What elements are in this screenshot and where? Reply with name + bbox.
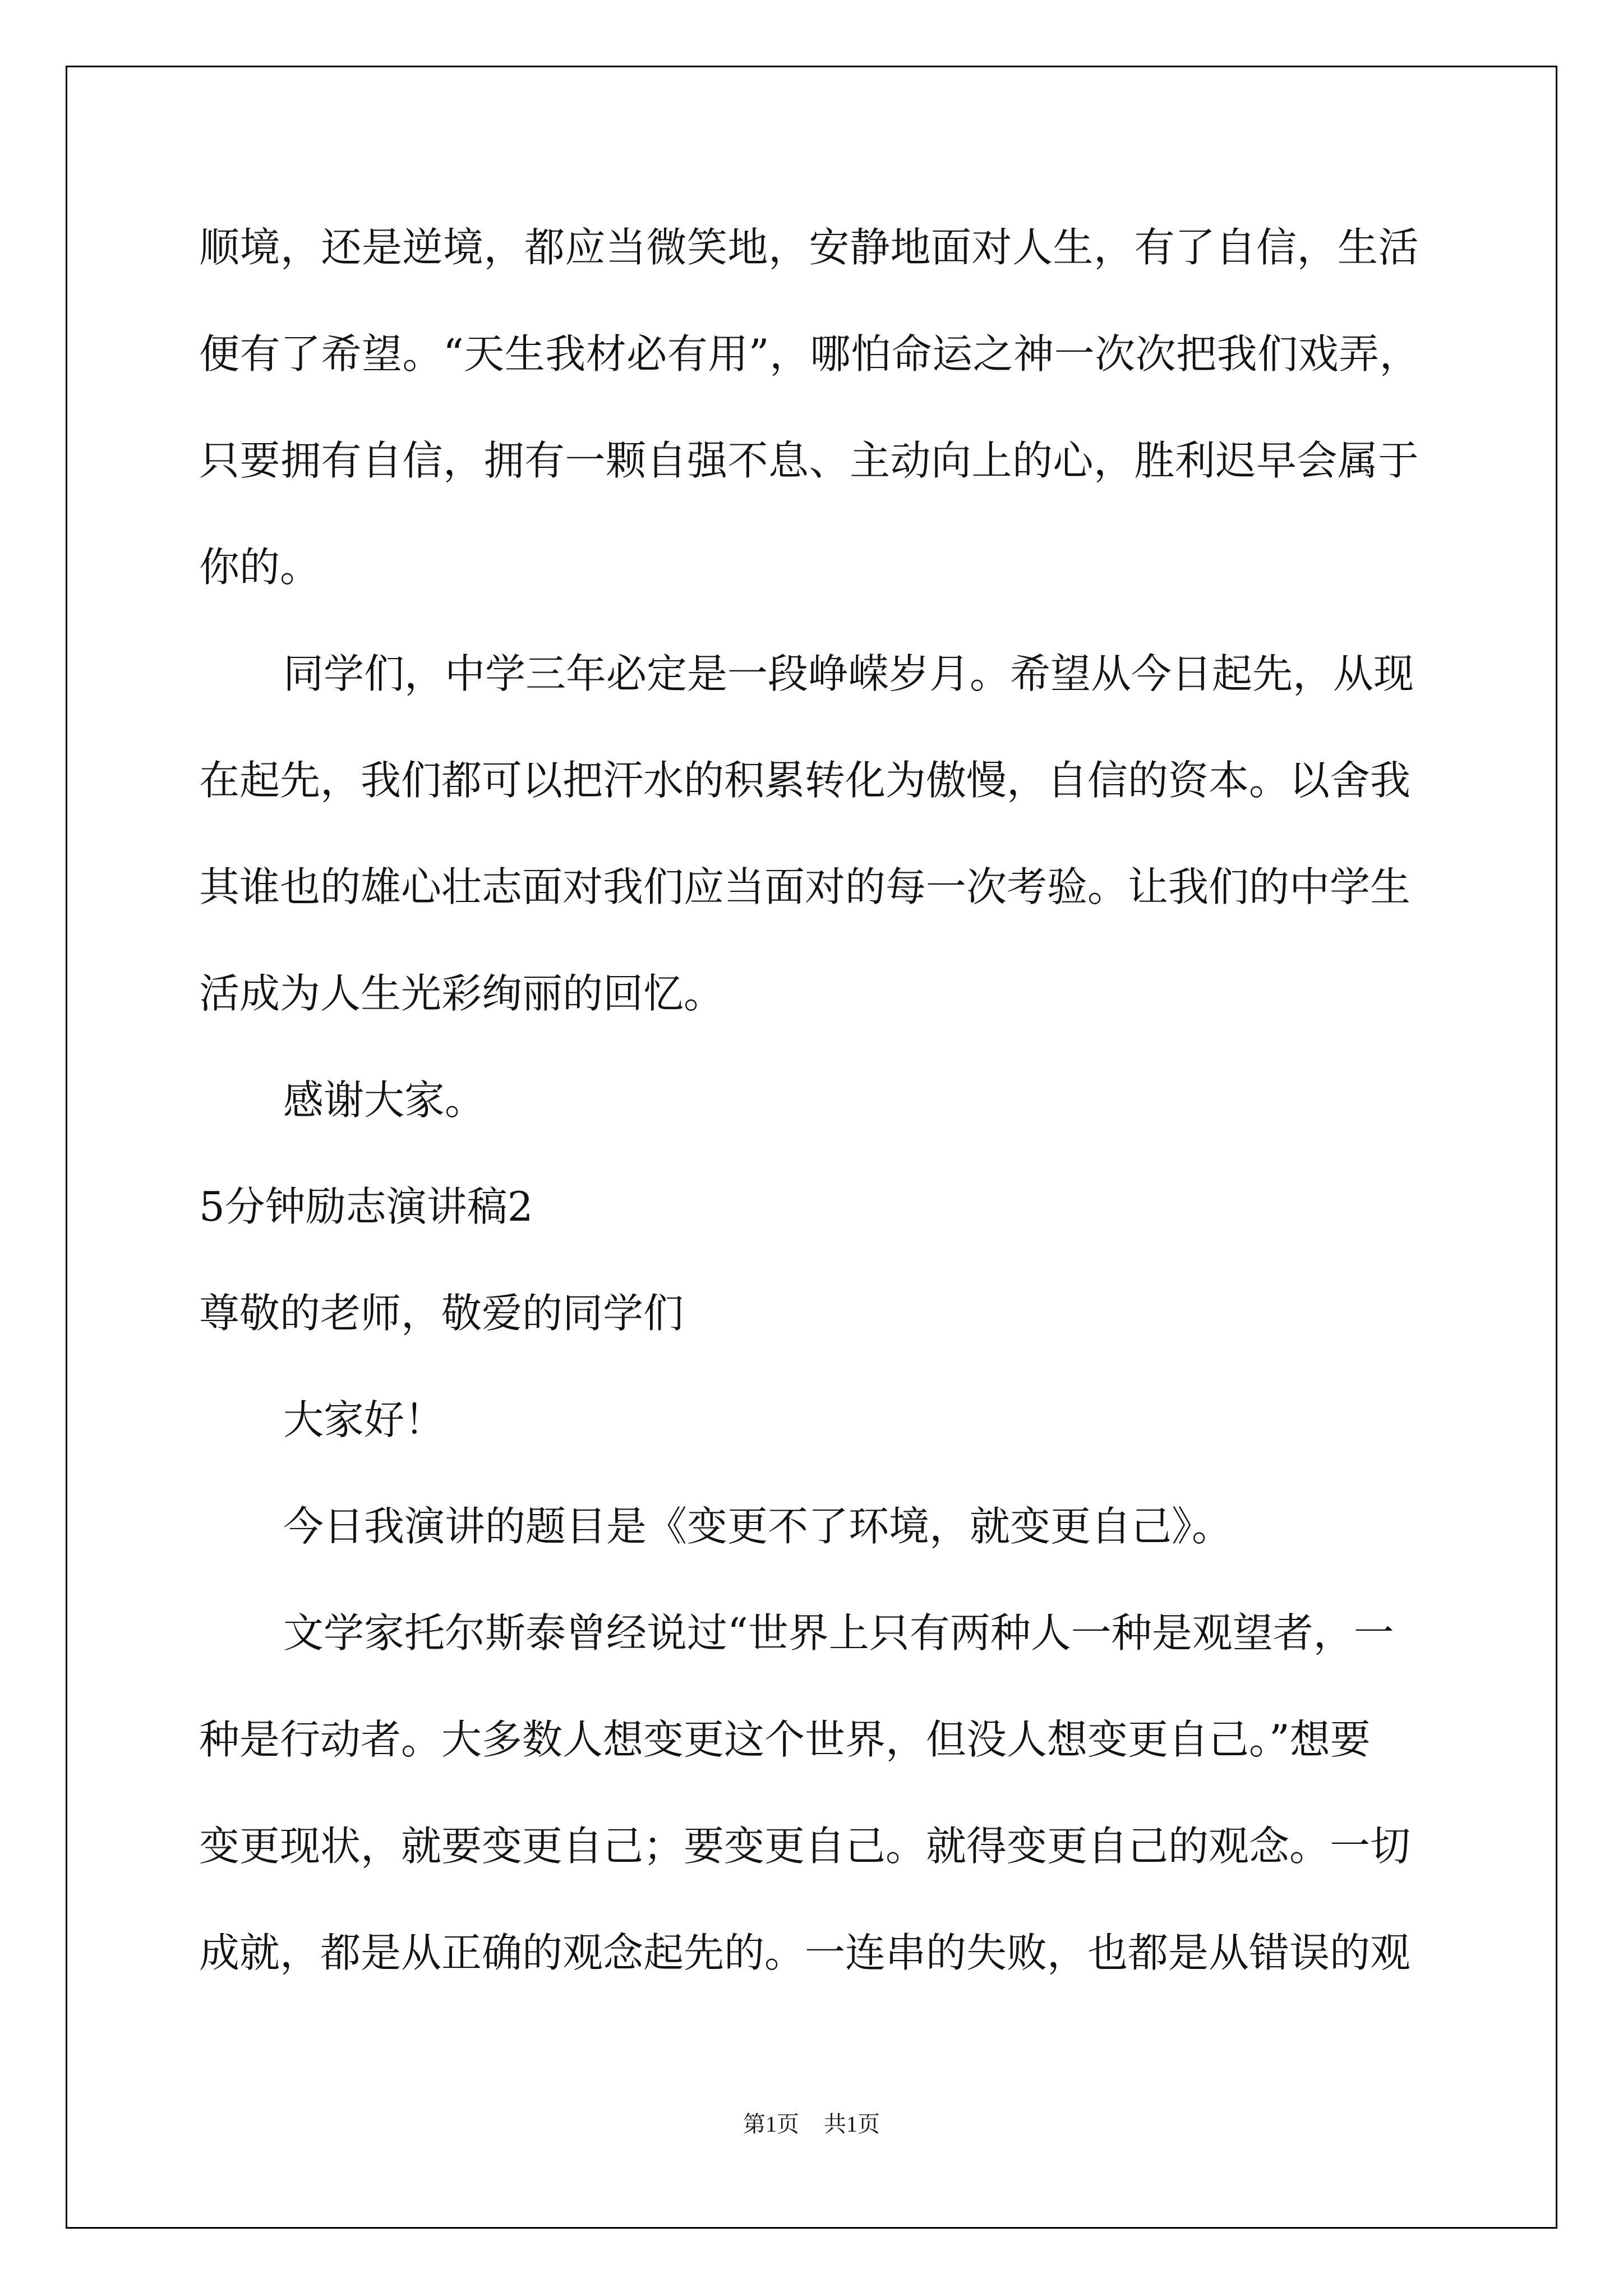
- page-footer: [0, 2106, 1623, 2138]
- body-line-13: 今日我演讲的题目是《变更不了环境，就变更自己》。: [283, 1503, 1233, 1550]
- body-line-8: 活成为人生光彩绚丽的回忆。: [199, 970, 725, 1017]
- page-number: 第1页: [743, 2111, 799, 2137]
- page-border: [66, 66, 1557, 2229]
- body-line-2: 便有了希望。“天生我材必有用”，哪怕命运之神一次次把我们戏弄，: [199, 330, 1421, 378]
- body-line-1: 顺境，还是逆境，都应当微笑地，安静地面对人生，有了自信，生活: [199, 224, 1419, 271]
- body-line-5: 同学们，中学三年必定是一段峥嵘岁月。希望从今日起先，从现: [283, 650, 1414, 697]
- page-total: 共1页: [824, 2111, 880, 2137]
- salutation: 尊敬的老师，敬爱的同学们: [199, 1290, 684, 1337]
- body-line-17: 成就，都是从正确的观念起先的。一连串的失败，也都是从错误的观: [199, 1929, 1411, 1976]
- body-line-14: 文学家托尔斯泰曾经说过“世界上只有两种人一种是观望者，一: [283, 1609, 1394, 1657]
- body-line-9: 感谢大家。: [283, 1076, 486, 1124]
- body-line-15: 种是行动者。大多数人想变更这个世界，但没人想变更自己。”想要: [199, 1716, 1371, 1763]
- section-heading: 5分钟励志演讲稿2: [199, 1183, 533, 1230]
- body-line-7: 其谁也的雄心壮志面对我们应当面对的每一次考验。让我们的中学生: [199, 863, 1411, 910]
- body-line-3: 只要拥有自信，拥有一颗自强不息、主动向上的心，胜利迟早会属于: [199, 437, 1419, 484]
- body-line-16: 变更现状，就要变更自己；要变更自己。就得变更自己的观念。一切: [199, 1823, 1411, 1870]
- body-line-6: 在起先，我们都可以把汗水的积累转化为傲慢，自信的资本。以舍我: [199, 757, 1411, 804]
- body-line-4: 你的。: [199, 544, 321, 591]
- greeting: 大家好！: [283, 1396, 445, 1443]
